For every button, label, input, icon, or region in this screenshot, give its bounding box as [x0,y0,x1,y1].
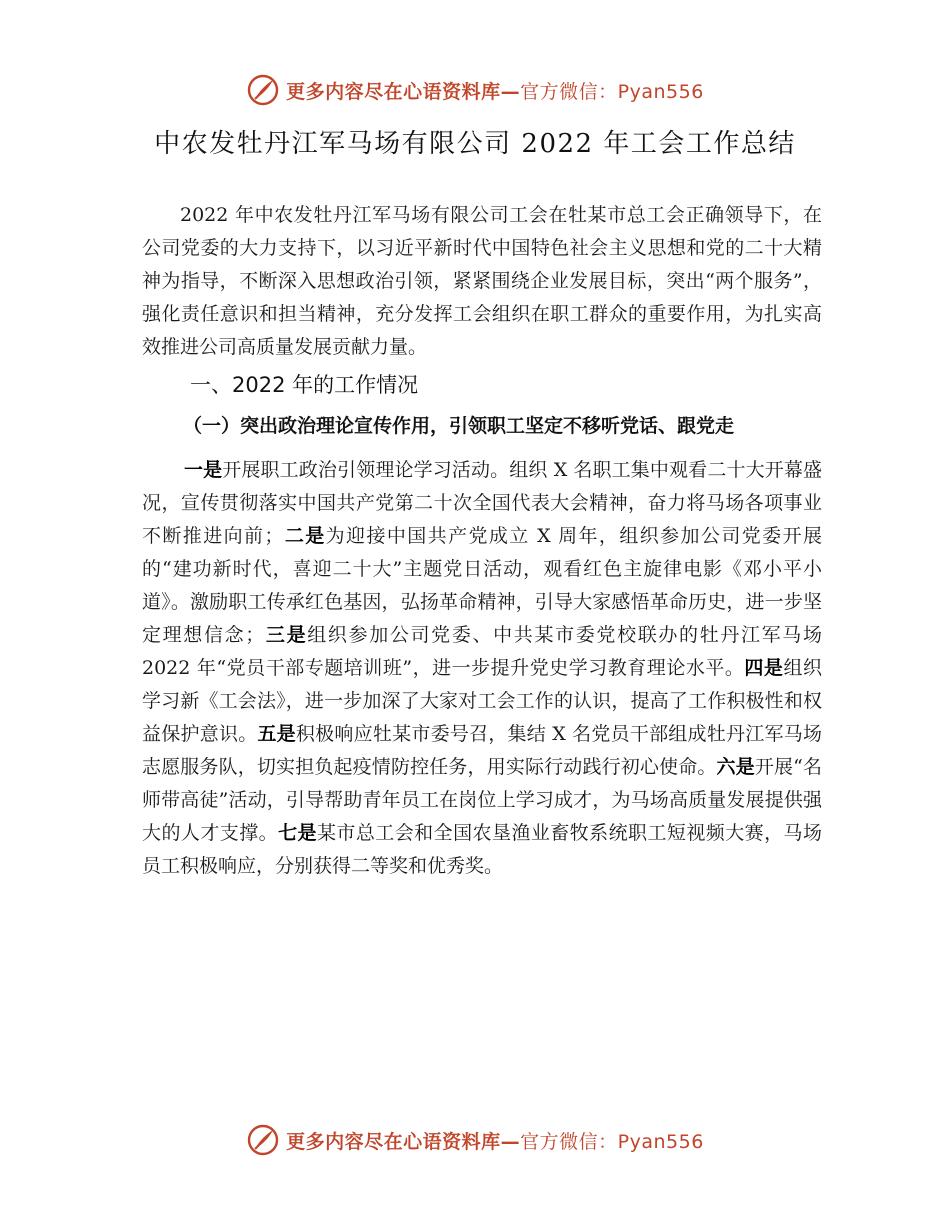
section-heading: 一、2022 年的工作情况 [190,373,419,397]
item-text: 开展职工政治引领理论学习活动。组织 X 名职工集中观看二十大开幕盛况，宣传贯彻落实中国共产党第二十次全国代表大会精神，奋力将马场各项事业不断推进向前； [142,459,822,547]
work-items-paragraph [142,454,822,883]
item-text: 为迎接中国共产党成立 X 周年，组织参加公司党委开展的“建功新时代，喜迎二十大”主题党日活动，观看红色主旋律电影《邓小平小道》。激励职工传承红色基因，弘扬革命精神，引导大家感悟革命历史，进一步坚定理想信念； [142,525,822,646]
wechat-id: 官方微信：Pyan556 [520,1130,704,1153]
item-text: 某市总工会和全国农垦渔业畜牧系统职工短视频大赛，马场员工积极响应，分别获得二等奖和优秀奖。 [142,822,822,877]
wechat-id: 官方微信：Pyan556 [520,80,704,103]
footer-banner [0,1120,950,1160]
banner-text: 更多内容尽在心语资料库—官方微信：Pyan556 [286,80,704,103]
item-text: 组织学习新《工会法》，进一步加深了大家对工会工作的认识，提高了工作积极性和权益保护意识。 [142,657,822,745]
subsection-heading: （一）突出政治理论宣传作用，引领职工坚定不移听党话、跟党走 [183,415,735,437]
intro-paragraph: 2022 年中农发牡丹江军马场有限公司工会在牡某市总工会正确领导下，在公司党委的大力支持下，以习近平新时代中国特色社会主义思想和党的二十大精神为指导，不断深入思想政治引领，紧紧围绕企业发展目标，突出“两个服务”，强化责任意识和担当精神，充分发挥工会组织在职工群众的重要作用，为扎实高效推进公司高质量发展贡献力量。 [142,204,822,358]
banner-text: 更多内容尽在心语资料库—官方微信：Pyan556 [286,1130,704,1153]
quill-logo-icon [246,1123,280,1157]
item-text: 组织参加公司党委、中共某市委党校联办的牡丹江军马场 2022 年“党员干部专题培训班”，进一步提升党史学习教育理论水平。 [142,624,822,679]
quill-logo-icon [246,73,280,107]
item-text: 积极响应牡某市委号召，集结 X 名党员干部组成牡丹江军马场志愿服务队，切实担负起疫情防控任务，用实际行动践行初心使命。 [142,723,822,778]
item-label: 三是 [264,624,308,646]
item-text: 开展“名师带高徒”活动，引导帮助青年员工在岗位上学习成才，为马场高质量发展提供强大的人才支撑。 [142,756,822,844]
item-label: 一是 [184,459,223,481]
item-label: 七是 [278,822,317,844]
item-label: 四是 [744,657,784,679]
document-title: 中农发牡丹江军马场有限公司 2022 年工会工作总结 [154,129,796,159]
item-label: 六是 [716,756,755,778]
item-label: 五是 [257,723,296,745]
header-banner [0,70,950,110]
item-label: 二是 [283,525,326,547]
